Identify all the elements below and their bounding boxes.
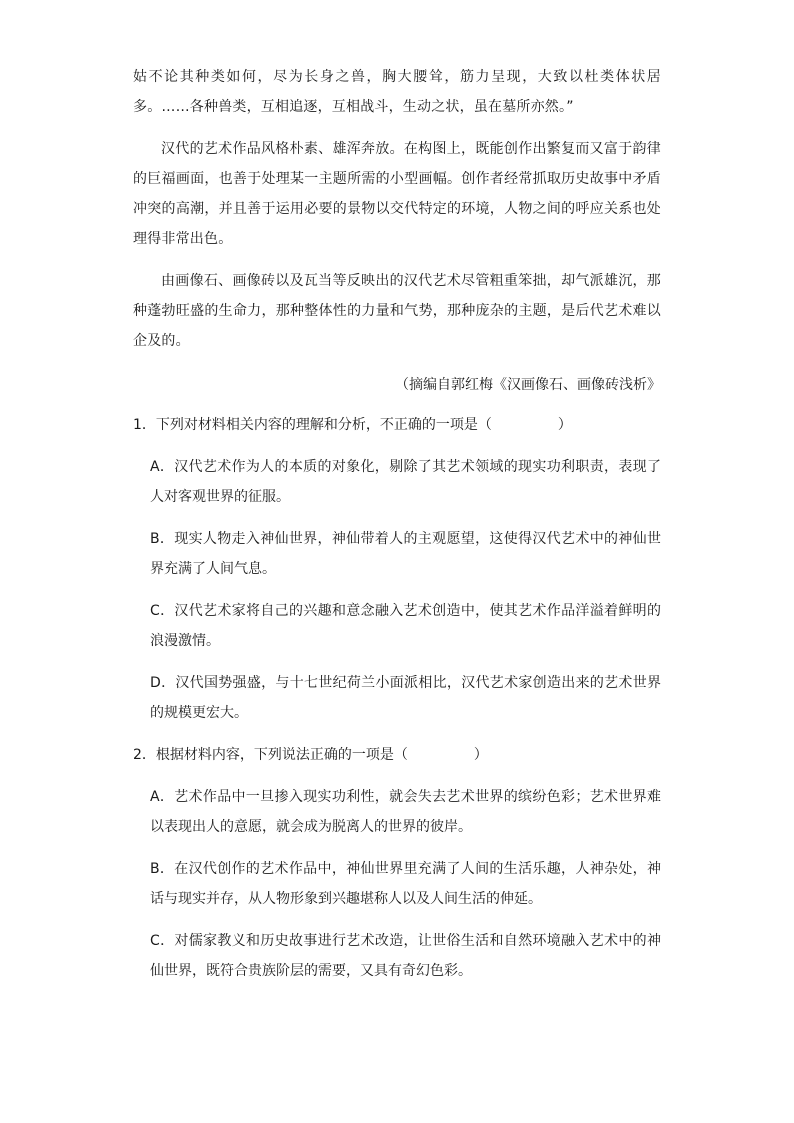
question-2-stem: [133, 740, 661, 770]
passage-source: （摘编自郭红梅《汉画像石、画像砖浅析》: [395, 377, 661, 393]
question-2-stem-close: ）: [473, 747, 488, 763]
question-1-stem-text: 1．下列对材料相关内容的理解和分析，不正确的一项是（: [133, 417, 492, 433]
question-1-option-b: B．现实人物走入神仙世界，神仙带着人的主观愿望，这使得汉代艺术中的神仙世界充满了人间气息。: [150, 531, 661, 577]
question-1-option-a: A．汉代艺术作为人的本质的对象化，剔除了其艺术领域的现实功利职责，表现了人对客观世界的征服。: [150, 459, 661, 505]
question-1-option-c: C．汉代艺术家将自己的兴趣和意念融入艺术创造中，使其艺术作品洋溢着鲜明的浪漫激情。: [150, 603, 661, 649]
document-page: [133, 62, 661, 986]
question-1-stem: [133, 410, 661, 440]
question-1-option-d: D．汉代国势强盛，与十七世纪荷兰小面派相比，汉代艺术家创造出来的艺术世界的规模更宏大。: [150, 675, 661, 721]
passage-paragraph-2: 汉代的艺术作品风格朴素、雄浑奔放。在构图上，既能创作出繁复而又富于韵律的巨福画面，也善于处理某一主题所需的小型画幅。创作者经常抓取历史故事中矛盾冲突的高潮，并且善于运用必要的景物以交代特定的环境，人物之间的呼应关系也处理得非常出色。: [133, 141, 661, 247]
question-2-option-b: B．在汉代创作的艺术作品中，神仙世界里充满了人间的生活乐趣，人神杂处，神话与现实并存，从人物形象到兴趣堪称人以及人间生活的伸延。: [150, 861, 661, 907]
question-2-stem-text: 2．根据材料内容，下列说法正确的一项是（: [133, 747, 408, 763]
passage-paragraph-3: 由画像石、画像砖以及瓦当等反映出的汉代艺术尽管粗重笨拙，却气派雄沉，那种蓬勃旺盛的生命力，那种整体性的力量和气势，那种庞杂的主题，是后代艺术难以企及的。: [133, 273, 661, 349]
question-2-option-c: C．对儒家教义和历史故事进行艺术改造，让世俗生活和自然环境融入艺术中的神仙世界，既符合贵族阶层的需要，又具有奇幻色彩。: [150, 933, 661, 979]
passage-paragraph-1: 姑不论其种类如何，尽为长身之兽，胸大腰耸，筋力呈现，大致以杜类体状居多。……各种兽类，互相追逐，互相战斗，生动之状，虽在墓所亦然。”: [133, 69, 661, 115]
question-1-stem-close: ）: [557, 417, 572, 433]
question-2-option-a: A．艺术作品中一旦掺入现实功利性，就会失去艺术世界的缤纷色彩；艺术世界难以表现出人的意愿，就会成为脱离人的世界的彼岸。: [150, 789, 661, 835]
